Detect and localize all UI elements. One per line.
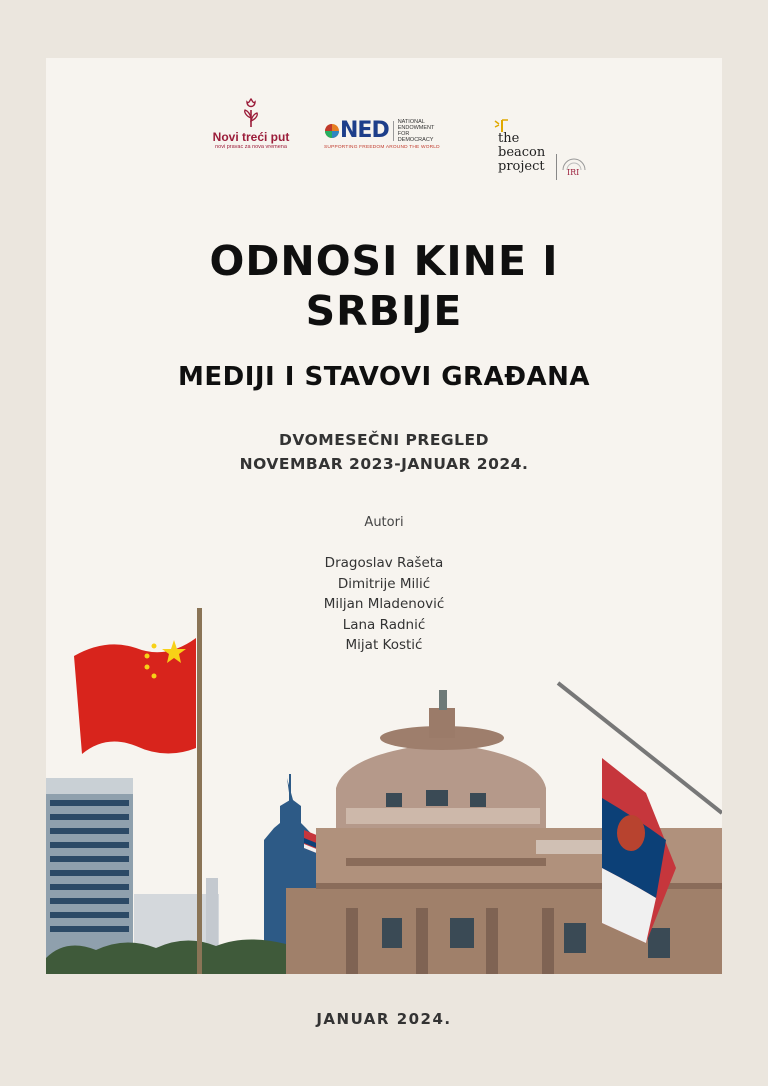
novi-treci-put-name: Novi treći put — [212, 130, 290, 144]
report-subtitle: MEDIJI I STAVOVI GRAĐANA — [177, 362, 590, 392]
author-name: Miljan Mladenović — [323, 596, 445, 612]
beacon-project-logo — [492, 118, 592, 188]
ned-divider — [393, 121, 394, 141]
overview-type: DVOMESEČNI PREGLED — [279, 431, 489, 449]
author-name: Lana Radnić — [342, 616, 426, 633]
author-name: Dimitrije Milić — [337, 575, 431, 592]
ned-tagline: SUPPORTING FREEDOM AROUND THE WORLD — [324, 145, 440, 150]
author-name: Mijat Kostić — [345, 637, 423, 653]
iri-logo — [560, 156, 588, 180]
beacon-project-name: the beacon project — [498, 131, 546, 174]
rose-icon — [238, 98, 264, 128]
publication-date: JANUAR 2024. — [316, 1010, 452, 1028]
ned-acronym: NED — [340, 118, 389, 143]
novi-treci-put-tagline: novi pravac za nova vremena — [215, 144, 287, 150]
title-line-1: ODNOSI KINE I — [209, 237, 559, 285]
partner-logos — [46, 88, 722, 177]
beacon-divider — [556, 154, 557, 180]
title-line-2: SRBIJE — [305, 287, 463, 335]
cover-photo — [46, 578, 722, 974]
ned-globe-icon — [324, 123, 340, 139]
ned-logo — [324, 118, 474, 150]
iri-label: IRI — [567, 168, 580, 177]
authors-heading: Autori — [364, 515, 404, 530]
report-title — [46, 236, 722, 336]
report-period — [46, 428, 722, 476]
novi-treci-put-logo — [201, 98, 301, 150]
ned-full-name: NATIONAL ENDOWMENT FOR DEMOCRACY — [397, 118, 435, 143]
author-name: Dragoslav Rašeta — [324, 555, 444, 571]
cover-page — [46, 58, 722, 974]
overview-dates: NOVEMBAR 2023-JANUAR 2024. — [239, 455, 529, 473]
